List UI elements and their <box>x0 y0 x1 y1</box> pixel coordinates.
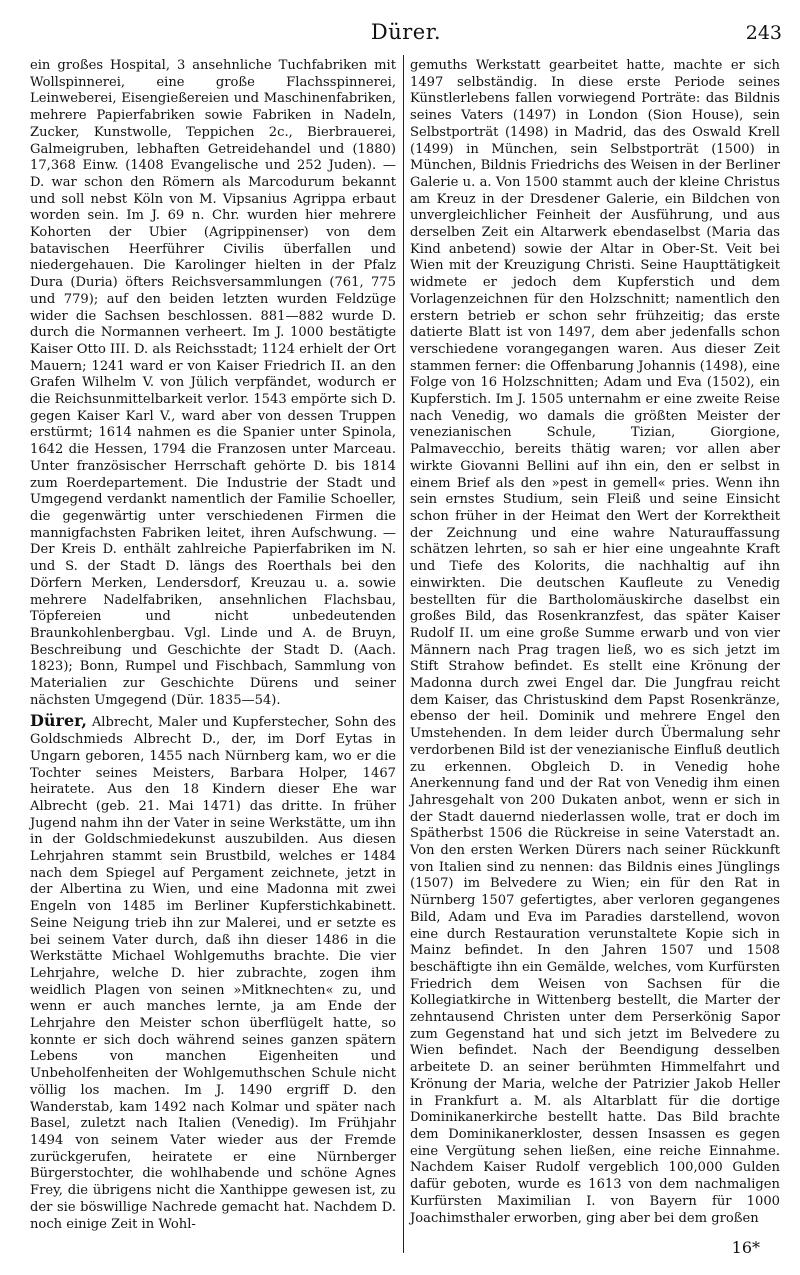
duerer-article-continued: gemuths Werkstatt gearbeitet hatte, machte er sich 1497 selbständig. In diese erste Periode seines Künstlerlebens fallen vorwiegend Porträte: das Bildnis seines Vaters (1497) in London (Sion House), sein Selbstporträt (1498) in Madrid, das des Oswald Krell (1499) in München, sein Selbstporträt (1500) in München, Bildnis Friedrichs des Weisen in der Berliner Galerie u. a. Von 1500 stammt auch der kleine Christus am Kreuz in der Dresdener Galerie, ein Bildchen von unvergleichlicher Feinheit der Ausführung, und aus derselben Zeit ein Altarwerk ebendaselbst (Maria das Kind anbetend) sowie der Altar in Ober-St. Veit bei Wien mit der Kreuzigung Christi. Seine Haupttätigkeit widmete er jedoch dem Kupferstich und dem Vorlagenzeichnen für den Holzschnitt; namentlich den erstern betrieb er schon sehr frühzeitig; das erste datierte Blatt ist von 1497, dem aber jedenfalls schon verschiedene vorangegangen waren. Aus dieser Zeit stammen ferner: die Offenbarung Johannis (1498), eine Folge von 16 Holzschnitten; Adam und Eva (1502), ein Kupferstich. Im J. 1505 unternahm er eine zweite Reise nach Venedig, wo damals die größten Meister der venezianischen Schule, Tizian, Giorgione, Palmavecchio, bereits thätig waren; vor allen aber wirkte Giovanni Bellini auf ihn ein, den er selbst in einem Brief als den »pest in gemell« pries. Wenn ihn sein ernstes Studium, sein Fleiß und seine Einsicht schon früher in der Heimat den Wert der Korrektheit der Zeichnung und eine wahre Naturauffassung schätzen lehrten, so sah er hier eine ungeahnte Kraft und Tiefe des Kolorits, die nachhaltig auf ihn einwirkten. Die deutschen Kaufleute zu Venedig bestellten für die Bartholomäuskirche daselbst ein großes Bild, das Rosenkranzfest, das später Kaiser Rudolf II. um eine große Summe erwarb und von vier Männern nach Prag tragen ließ, wo es sich jetzt im Stift Strahow befindet. Es stellt eine Krönung der Madonna durch zwei Engel dar. Die Jungfrau reicht dem Kaiser, das Christuskind dem Papst Rosenkränze, ebenso der heil. Dominik und mehrere Engel den Umstehenden. In dem leider durch Übermalung sehr verdorbenen Bild ist der venezianische Einfluß deutlich zu erkennen. Obgleich D. in Venedig hohe Anerkennung fand und der Rat von Venedig ihm einen Jahresgehalt von 200 Dukaten anbot, wenn er sich in der Stadt dauernd niederlassen wolle, trat er doch im Spätherbst 1506 die Rückreise in seine Vaterstadt an. Von den ersten Werken Dürers nach seiner Rückkunft von Italien sind zu nennen: das Bildnis eines Jünglings (1507) im Belvedere zu Wien; ein für den Rat in Nürnberg 1507 gefertigtes, aber verloren gegangenes Bild, Adam und Eva im Paradies darstellend, wovon eine durch Restauration verunstaltete Kopie sich in Mainz befindet. In den Jahren 1507 und 1508 beschäftigte ihn ein Gemälde, welches, vom Kurfürsten Friedrich dem Weisen von Sachsen für die Kollegiatkirche in Wittenberg bestellt, die Marter der zehntausend Christen unter dem Perserkönig Sapor zum Gegenstand hat und sich jetzt im Belvedere zu Wien befindet. Nach der Beendigung desselben arbeitete D. an seiner berühmten Himmelfahrt und Krönung der Maria, welche der Patrizier Jakob Heller in Frankfurt a. M. als Altarblatt für die dortige Dominikanerkirche bestellt hatte. Das Bild brachte dem Dominikanerkloster, dessen Insassen es gegen eine Vergütung sehen ließen, eine reiche Einnahme. Nachdem Kaiser Rudolf vergeblich 100,000 Gulden dafür geboten, wurde es 1613 von dem nachmaligen Kurfürsten Maximilian I. von Bayern für 1000 Joachimsthaler erworben, ging aber bei dem großen <box>410 58 780 1226</box>
duerer-article <box>30 713 396 1233</box>
page-number: 243 <box>745 22 782 44</box>
entry-keyword: Dürer, <box>30 711 87 731</box>
left-column <box>30 58 396 1233</box>
right-column <box>410 58 780 1227</box>
duerer-article-text: Albrecht, Maler und Kupferstecher, Sohn des Goldschmieds Albrecht D., der, im Dorf Eytas in Ungarn geboren, 1455 nach Nürnberg kam, wo er die Tochter seines Meisters, Barbara Holper, 1467 heiratete. Aus den 18 Kindern dieser Ehe war Albrecht (geb. 21. Mai 1471) das dritte. In früher Jugend nahm ihn der Vater in seine Werkstätte, um ihn in der Goldschmiedekunst auszubilden. Aus diesen Lehrjahren stammt sein Brustbild, welches er 1484 nach dem Spiegel auf Pergament zeichnete, jetzt in der Albertina zu Wien, und eine Madonna mit zwei Engeln von 1485 im Berliner Kupferstichkabinett. Seine Neigung trieb ihn zur Malerei, und er setzte es bei seinem Vater durch, daß ihn dieser 1486 in die Werkstätte Michael Wohlgemuths brachte. Die vier Lehrjahre, welche D. hier zubrachte, zogen ihm weidlich Plagen von seinen »Mitknechten« zu, und wenn er auch manches lernte, ja am Ende der Lehrjahre den Meister schon überflügelt hatte, so konnte er sich doch während seines ganzen spätern Lebens von manchen Eigenheiten und Unbeholfenheiten der Wohlgemuthschen Schule nicht völlig los machen. Im J. 1490 ergriff D. den Wanderstab, kam 1492 nach Kolmar und später nach Basel, zuletzt nach Italien (Venedig). Im Frühjahr 1494 von seinem Vater wieder aus der Fremde zurückgerufen, heiratete er eine Nürnberger Bürgerstochter, die wohlhabende und schöne Agnes Frey, die übrigens nicht die Xanthippe gewesen ist, zu der sie böswillige Nachrede gemacht hat. Nachdem D. noch einige Zeit in Wohl- <box>30 715 396 1232</box>
column-divider <box>403 55 404 1253</box>
page-header <box>30 20 782 50</box>
dueren-article-text: ein großes Hospital, 3 ansehnliche Tuchfabriken mit Wollspinnerei, eine große Flachsspinnerei, Leinweberei, Eisengießereien und Maschinenfabriken, mehrere Papierfabriken sowie Fabriken in Nadeln, Zucker, Kunstwolle, Teppichen 2c., Bierbrauerei, Galmeigruben, lebhaften Getreidehandel und (1880) 17,368 Einw. (1408 Evangelische und 252 Juden). — D. war schon den Römern als Marcodurum bekannt und soll nebst Köln von M. Vipsanius Agrippa erbaut worden sein. Im J. 69 n. Chr. wurden hier mehrere Kohorten der Ubier (Agrippinenser) von dem batavischen Heerführer Civilis überfallen und niedergehauen. Die Karolinger hielten in der Pfalz Dura (Duria) öfters Reichsversammlungen (761, 775 und 779); auf den beiden letzten wurden Feldzüge wider die Sachsen beschlossen. 881—882 wurde D. durch die Normannen verheert. Im J. 1000 bestätigte Kaiser Otto III. D. als Reichsstadt; 1124 erhielt der Ort Mauern; 1241 ward er von Kaiser Friedrich II. an den Grafen Wilhelm V. von Jülich verpfändet, wodurch er die Reichsunmittelbarkeit verlor. 1543 empörte sich D. gegen Kaiser Karl V., ward aber von dessen Truppen erstürmt; 1614 nahmen es die Spanier unter Spinola, 1642 die Hessen, 1794 die Franzosen unter Marceau. Unter französischer Herrschaft gehörte D. bis 1814 zum Roerdepartement. Die Industrie der Stadt und Umgegend verdankt namentlich der Familie Schoeller, die gegenwärtig unter verschiedenen Firmen die mannigfachsten Fabriken leitet, ihren Aufschwung. — Der Kreis D. enthält zahlreiche Papierfabriken im N. und S. der Stadt D. längs des Roerthals bei den Dörfern Merken, Lendersdorf, Kreuzau u. a. sowie mehrere Nadelfabriken, ansehnlichen Flachsbau, Töpfereien und nicht unbedeutenden Braunkohlenbergbau. Vgl. Linde und A. de Bruyn, Beschreibung und Geschichte der Stadt D. (Aach. 1823); Bonn, Rumpel und Fischbach, Sammlung von Materialien zur Geschichte Dürens und seiner nächsten Umgegend (Dür. 1835—54). <box>30 58 396 708</box>
running-head: Dürer. <box>370 20 442 44</box>
printer-signature: 16* <box>731 1238 760 1257</box>
